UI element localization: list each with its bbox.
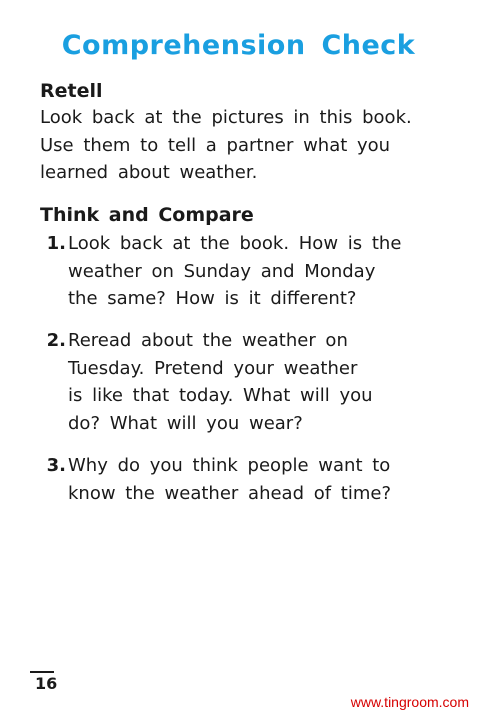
question-text: [68, 452, 391, 507]
question-line: weather on Sunday and Monday: [68, 260, 376, 282]
question-line: the same? How is it different?: [68, 288, 357, 309]
question-line: is like that today. What will you: [68, 385, 373, 406]
retell-line: Use them to tell a partner what you: [40, 134, 391, 156]
question-line: do? What will you wear?: [68, 412, 303, 434]
question-number: 3.: [46, 455, 66, 476]
retell-line: Look back at the pictures in this book.: [40, 107, 412, 128]
question-line: Reread about the weather on: [68, 330, 348, 351]
page-title: Comprehension Check: [61, 30, 416, 61]
retell-line: learned about weather.: [40, 162, 258, 183]
question-line: Tuesday. Pretend your weather: [68, 357, 358, 379]
page-number-rule: [30, 671, 54, 673]
question-line: Why do you think people want to: [68, 455, 391, 476]
page-number: 16: [35, 674, 58, 693]
question-text: [68, 230, 401, 313]
question-line: Look back at the book. How is the: [68, 233, 402, 254]
question-line: know the weather ahead of time?: [68, 482, 392, 504]
think-compare-heading: Think and Compare: [40, 204, 254, 226]
question-number: 1.: [46, 233, 66, 254]
question-number: 2.: [46, 330, 66, 351]
question-text: [68, 327, 373, 437]
watermark: www.tingroom.com: [350, 694, 469, 710]
retell-heading: Retell: [40, 80, 103, 102]
retell-paragraph: [40, 104, 412, 187]
